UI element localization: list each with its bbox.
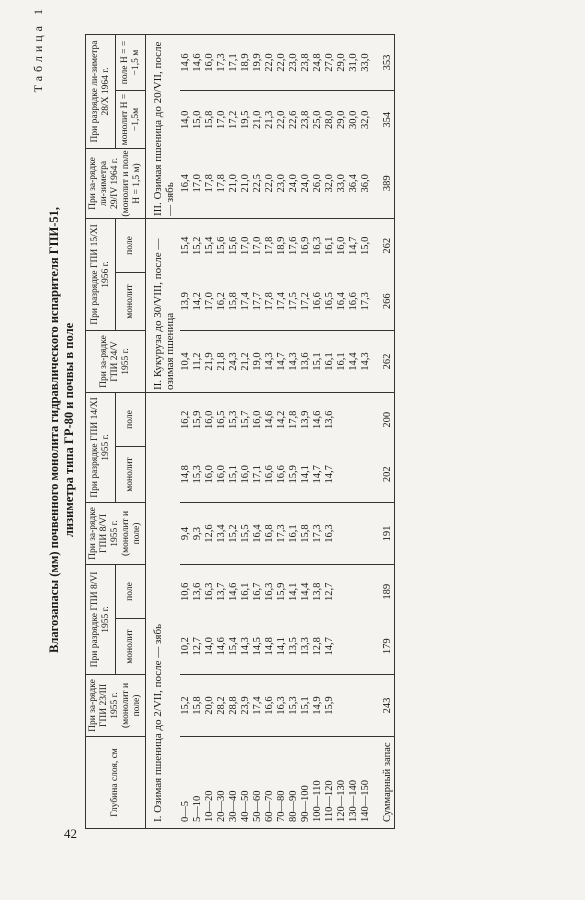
value-cell: 17,1 <box>228 35 240 91</box>
header-pole: поле <box>116 219 146 273</box>
value-cell: 17,6 <box>288 236 299 255</box>
value-cell: 16,5 <box>324 273 336 331</box>
value-cell: 16,4 <box>252 503 264 565</box>
value-cell: 16,0 <box>204 447 216 503</box>
value-cell: 17,0 <box>240 236 251 255</box>
value-cell <box>336 619 348 675</box>
value-cell: 16,3 <box>276 675 288 737</box>
value-cell: 21,9 <box>204 331 216 393</box>
value-cell: 14,3 <box>240 619 252 675</box>
value-cell: 22,0 <box>264 35 276 91</box>
depth-cell: 140—150 <box>360 737 372 829</box>
value-cell: 25,0 <box>312 110 323 129</box>
header-g8-monolit: монолит Н = −1,5м <box>116 91 146 149</box>
value-cell: 15,5 <box>240 503 252 565</box>
header-g5: При за-рядке ГПИ 24/V 1955 г. <box>86 331 146 393</box>
value-cell <box>336 393 348 447</box>
value-cell: 15,2 <box>180 675 192 737</box>
value-cell: 14,7 <box>312 447 324 503</box>
table-row <box>216 35 228 829</box>
value-cell: 17,2 <box>228 110 239 129</box>
total-cell: 266 <box>372 273 395 331</box>
value-cell: 23,0 <box>288 35 300 91</box>
header-g4: При разрядке ГПИ 14/XI 1955 г. <box>86 393 116 503</box>
value-cell: 21,3 <box>264 110 275 129</box>
value-cell: 15,4 <box>204 236 215 255</box>
title-line: лизиметра типа ГР-80 и почвы в поле <box>62 322 76 538</box>
value-cell <box>360 675 372 737</box>
total-cell: 262 <box>372 219 395 273</box>
value-cell: 14,6 <box>312 410 323 429</box>
total-cell: 179 <box>372 619 395 675</box>
value-cell <box>360 619 372 675</box>
value-cell: 33,0 <box>360 35 372 91</box>
value-cell: 14,4 <box>348 331 360 393</box>
value-cell: 22,5 <box>252 149 264 219</box>
total-row <box>372 35 395 829</box>
header-g6: При разрядке ГПИ 15/XI 1956 г. <box>86 219 116 331</box>
value-cell: 17,2 <box>300 273 312 331</box>
value-cell: 14,0 <box>180 110 191 129</box>
value-cell: 23,8 <box>300 35 312 91</box>
depth-cell: 40—50 <box>240 737 252 829</box>
value-cell: 13,6 <box>300 331 312 393</box>
section-3-label: III. Озимая пшеница до 20/VII, после — зябь <box>146 35 181 219</box>
header-monolit: монолит <box>116 619 146 675</box>
value-cell: 15,8 <box>300 503 312 565</box>
value-cell: 15,6 <box>228 236 239 255</box>
value-cell: 15,8 <box>192 675 204 737</box>
table-row <box>300 35 312 829</box>
value-cell: 23,9 <box>240 675 252 737</box>
value-cell: 17,3 <box>276 503 288 565</box>
total-cell: 202 <box>372 447 395 503</box>
value-cell <box>336 565 348 619</box>
value-cell: 15,3 <box>192 447 204 503</box>
depth-cell: 80—90 <box>288 737 300 829</box>
depth-cell: 60—70 <box>264 737 276 829</box>
value-cell: 14,5 <box>252 619 264 675</box>
value-cell: 15,7 <box>240 410 251 429</box>
value-cell: 17,4 <box>276 273 288 331</box>
value-cell: 16,0 <box>216 447 228 503</box>
title-line: Влагозапасы (мм) почвенного монолита гидравлического испарителя ГПИ-51, <box>47 207 61 653</box>
value-cell: 17,0 <box>192 149 204 219</box>
value-cell: 32,0 <box>360 110 371 129</box>
value-cell: 14,8 <box>264 619 276 675</box>
value-cell: 14,6 <box>264 410 275 429</box>
value-cell <box>360 393 372 447</box>
table-row <box>204 35 216 829</box>
value-cell: 18,9 <box>240 35 252 91</box>
value-cell: 10,6 <box>180 582 191 601</box>
table-row <box>264 35 276 829</box>
value-cell: 16,3 <box>204 582 215 601</box>
value-cell: 15,9 <box>276 582 287 601</box>
depth-cell: 10—20 <box>204 737 216 829</box>
value-cell: 17,3 <box>216 35 228 91</box>
moisture-table <box>85 34 395 829</box>
value-cell: 17,0 <box>216 110 227 129</box>
value-cell: 31,0 <box>348 35 360 91</box>
value-cell: 14,7 <box>276 331 288 393</box>
value-cell: 16,6 <box>264 675 276 737</box>
value-cell: 28,0 <box>324 110 335 129</box>
table-row <box>192 35 204 829</box>
value-cell: 16,1 <box>240 582 251 601</box>
value-cell: 15,1 <box>228 447 240 503</box>
depth-cell: 5—10 <box>192 737 204 829</box>
value-cell: 36,4 <box>348 149 360 219</box>
value-cell: 17,3 <box>312 503 324 565</box>
value-cell: 16,3 <box>324 503 336 565</box>
value-cell: 22,0 <box>276 35 288 91</box>
value-cell: 18,9 <box>276 236 287 255</box>
value-cell: 9,3 <box>192 503 204 565</box>
total-cell: 189 <box>372 565 395 619</box>
value-cell: 16,1 <box>324 331 336 393</box>
value-cell: 14,1 <box>276 619 288 675</box>
value-cell <box>348 619 360 675</box>
header-monolit: монолит <box>116 273 146 331</box>
value-cell: 17,0 <box>204 273 216 331</box>
value-cell: 13,7 <box>216 582 227 601</box>
value-cell: 14,4 <box>300 582 311 601</box>
value-cell: 29,0 <box>336 110 347 129</box>
header-monolit: монолит <box>116 447 146 503</box>
table-row <box>336 35 348 829</box>
value-cell: 17,1 <box>252 447 264 503</box>
depth-cell: 90—100 <box>300 737 312 829</box>
table-row <box>324 35 336 829</box>
value-cell: 23,0 <box>276 149 288 219</box>
value-cell: 15,9 <box>324 675 336 737</box>
total-label-cell: Суммарный запас <box>372 737 395 829</box>
table-row <box>288 35 300 829</box>
page-number: 42 <box>64 826 77 841</box>
header-g8: При разрядке ли-зиметра 28/X 1964 г. <box>86 35 116 149</box>
value-cell: 13,4 <box>216 503 228 565</box>
value-cell: 17,5 <box>288 273 300 331</box>
value-cell: 24,8 <box>312 35 324 91</box>
value-cell: 17,8 <box>216 149 228 219</box>
value-cell: 15,8 <box>228 273 240 331</box>
value-cell: 17,8 <box>264 236 275 255</box>
value-cell: 17,3 <box>360 273 372 331</box>
section-2-label: II. Кукуруза до 30/VIII, после — озимая пшеница <box>146 219 181 393</box>
value-cell: 32,0 <box>324 149 336 219</box>
value-cell: 17,4 <box>240 273 252 331</box>
table-row <box>228 35 240 829</box>
value-cell: 17,4 <box>252 675 264 737</box>
value-cell: 14,7 <box>324 447 336 503</box>
value-cell: 19,5 <box>240 110 251 129</box>
value-cell: 15,2 <box>192 236 203 255</box>
table-row <box>312 35 324 829</box>
total-cell: 353 <box>372 35 395 91</box>
value-cell: 24,0 <box>300 149 312 219</box>
value-cell: 16,9 <box>300 236 311 255</box>
value-cell: 16,0 <box>252 410 263 429</box>
value-cell: 15,8 <box>204 110 215 129</box>
value-cell: 14,3 <box>264 331 276 393</box>
header-g2: При разрядке ГПИ 8/VI 1955 г. <box>86 565 116 675</box>
value-cell: 15,9 <box>192 410 203 429</box>
value-cell: 19,0 <box>252 331 264 393</box>
table-title <box>47 55 77 805</box>
value-cell: 16,2 <box>216 273 228 331</box>
value-cell: 16,4 <box>180 149 192 219</box>
value-cell: 14,6 <box>216 619 228 675</box>
value-cell: 17,0 <box>252 236 263 255</box>
depth-cell: 30—40 <box>228 737 240 829</box>
value-cell: 10,2 <box>180 619 192 675</box>
value-cell: 14,6 <box>192 35 204 91</box>
header-g1: При за-рядке ГПИ 23/III 1955 г. (монолит и поле) <box>86 675 146 737</box>
value-cell: 16,0 <box>204 35 216 91</box>
value-cell: 16,6 <box>348 273 360 331</box>
value-cell: 13,3 <box>300 619 312 675</box>
value-cell: 16,0 <box>336 236 347 255</box>
value-cell: 14,0 <box>204 619 216 675</box>
value-cell <box>360 503 372 565</box>
value-cell: 15,6 <box>216 236 227 255</box>
total-cell: 191 <box>372 503 395 565</box>
value-cell: 21,0 <box>228 149 240 219</box>
value-cell: 13,9 <box>300 410 311 429</box>
value-cell: 10,4 <box>180 331 192 393</box>
value-cell: 21,8 <box>216 331 228 393</box>
value-cell: 16,6 <box>312 273 324 331</box>
value-cell <box>336 447 348 503</box>
value-cell: 13,5 <box>288 619 300 675</box>
value-cell: 33,0 <box>336 149 348 219</box>
value-cell: 14,7 <box>324 619 336 675</box>
value-cell: 14,6 <box>180 35 192 91</box>
value-cell: 14,2 <box>192 273 204 331</box>
depth-cell: 20—30 <box>216 737 228 829</box>
value-cell: 14,1 <box>300 447 312 503</box>
depth-cell: 0—5 <box>180 737 192 829</box>
value-cell: 14,3 <box>288 331 300 393</box>
header-g8-pole: поле Н = = −1,5 м <box>116 35 146 91</box>
value-cell: 16,1 <box>324 236 335 255</box>
value-cell: 15,4 <box>180 236 191 255</box>
depth-cell: 130—140 <box>348 737 360 829</box>
table-row <box>276 35 288 829</box>
value-cell: 17,7 <box>252 273 264 331</box>
value-cell <box>360 447 372 503</box>
table-label: Таблица 1 <box>31 5 45 93</box>
depth-cell: 100—110 <box>312 737 324 829</box>
value-cell: 14,8 <box>180 447 192 503</box>
header-pole: поле <box>116 393 146 447</box>
value-cell: 20,0 <box>204 675 216 737</box>
total-cell: 354 <box>372 91 395 149</box>
table-row <box>360 35 372 829</box>
depth-cell: 50—60 <box>252 737 264 829</box>
value-cell: 16,5 <box>216 410 227 429</box>
value-cell: 15,9 <box>288 447 300 503</box>
value-cell: 15,1 <box>300 675 312 737</box>
value-cell: 16,1 <box>288 503 300 565</box>
value-cell: 16,2 <box>180 410 191 429</box>
table-row <box>252 35 264 829</box>
table-row <box>180 35 192 829</box>
value-cell: 16,1 <box>336 331 348 393</box>
value-cell: 19,9 <box>252 35 264 91</box>
value-cell: 22,0 <box>264 149 276 219</box>
value-cell: 28,2 <box>216 675 228 737</box>
header-depth: Глубина слоя, см <box>86 737 146 829</box>
value-cell: 16,0 <box>240 447 252 503</box>
value-cell: 24,0 <box>288 149 300 219</box>
value-cell: 16,6 <box>264 447 276 503</box>
value-cell <box>360 565 372 619</box>
value-cell: 23,8 <box>300 110 311 129</box>
header-g3: При за-рядке ГПИ 8/VI 1955 г. (монолит и поле) <box>86 503 146 565</box>
value-cell: 15,3 <box>228 410 239 429</box>
header-g7: При за-рядке ли-зиметра 29/IV 1964 г. (монолит и поле Н = 1,5 м) <box>86 149 146 219</box>
value-cell: 21,0 <box>252 110 263 129</box>
value-cell: 12,6 <box>204 503 216 565</box>
value-cell <box>348 393 360 447</box>
value-cell: 13,9 <box>180 273 192 331</box>
value-cell <box>336 675 348 737</box>
table-row <box>240 35 252 829</box>
value-cell: 29,0 <box>336 35 348 91</box>
value-cell: 17,8 <box>288 410 299 429</box>
value-cell: 14,3 <box>360 331 372 393</box>
value-cell <box>336 503 348 565</box>
value-cell: 26,0 <box>312 149 324 219</box>
value-cell <box>348 503 360 565</box>
value-cell: 15,4 <box>228 619 240 675</box>
value-cell: 15,2 <box>228 503 240 565</box>
section-1-label: I. Озимая пшеница до 2/VII, после — зябь <box>146 393 181 829</box>
total-cell: 200 <box>372 393 395 447</box>
value-cell: 17,8 <box>204 149 216 219</box>
value-cell: 9,4 <box>180 503 192 565</box>
value-cell <box>348 565 360 619</box>
header-pole: поле <box>116 565 146 619</box>
value-cell: 16,4 <box>336 273 348 331</box>
value-cell: 22,6 <box>288 110 299 129</box>
value-cell: 14,2 <box>276 410 287 429</box>
depth-cell: 110—120 <box>324 737 336 829</box>
value-cell: 28,8 <box>228 675 240 737</box>
value-cell: 15,3 <box>288 675 300 737</box>
value-cell: 27,0 <box>324 35 336 91</box>
value-cell: 16,3 <box>312 236 323 255</box>
value-cell: 13,6 <box>324 410 335 429</box>
value-cell: 14,6 <box>228 582 239 601</box>
value-cell: 15,0 <box>192 110 203 129</box>
value-cell: 16,8 <box>264 503 276 565</box>
depth-cell: 70—80 <box>276 737 288 829</box>
total-cell: 389 <box>372 149 395 219</box>
value-cell: 12,7 <box>192 619 204 675</box>
value-cell: 13,6 <box>192 582 203 601</box>
value-cell: 24,3 <box>228 331 240 393</box>
value-cell: 16,0 <box>204 410 215 429</box>
value-cell: 12,7 <box>324 582 335 601</box>
value-cell: 16,6 <box>276 447 288 503</box>
value-cell: 16,3 <box>264 582 275 601</box>
value-cell: 14,9 <box>312 675 324 737</box>
value-cell: 21,2 <box>240 331 252 393</box>
value-cell: 15,1 <box>312 331 324 393</box>
value-cell: 36,0 <box>360 149 372 219</box>
value-cell: 14,7 <box>348 236 359 255</box>
value-cell <box>348 675 360 737</box>
value-cell: 21,0 <box>240 149 252 219</box>
rotated-page-content <box>25 0 565 855</box>
table-row <box>348 35 360 829</box>
value-cell: 14,1 <box>288 582 299 601</box>
value-cell: 22,0 <box>276 110 287 129</box>
value-cell: 11,2 <box>192 331 204 393</box>
total-cell: 262 <box>372 331 395 393</box>
value-cell: 15,0 <box>360 236 371 255</box>
value-cell: 30,0 <box>348 110 359 129</box>
value-cell: 12,8 <box>312 619 324 675</box>
value-cell: 17,8 <box>264 273 276 331</box>
value-cell: 16,7 <box>252 582 263 601</box>
value-cell: 13,8 <box>312 582 323 601</box>
depth-cell: 120—130 <box>336 737 348 829</box>
value-cell <box>348 447 360 503</box>
total-cell: 243 <box>372 675 395 737</box>
